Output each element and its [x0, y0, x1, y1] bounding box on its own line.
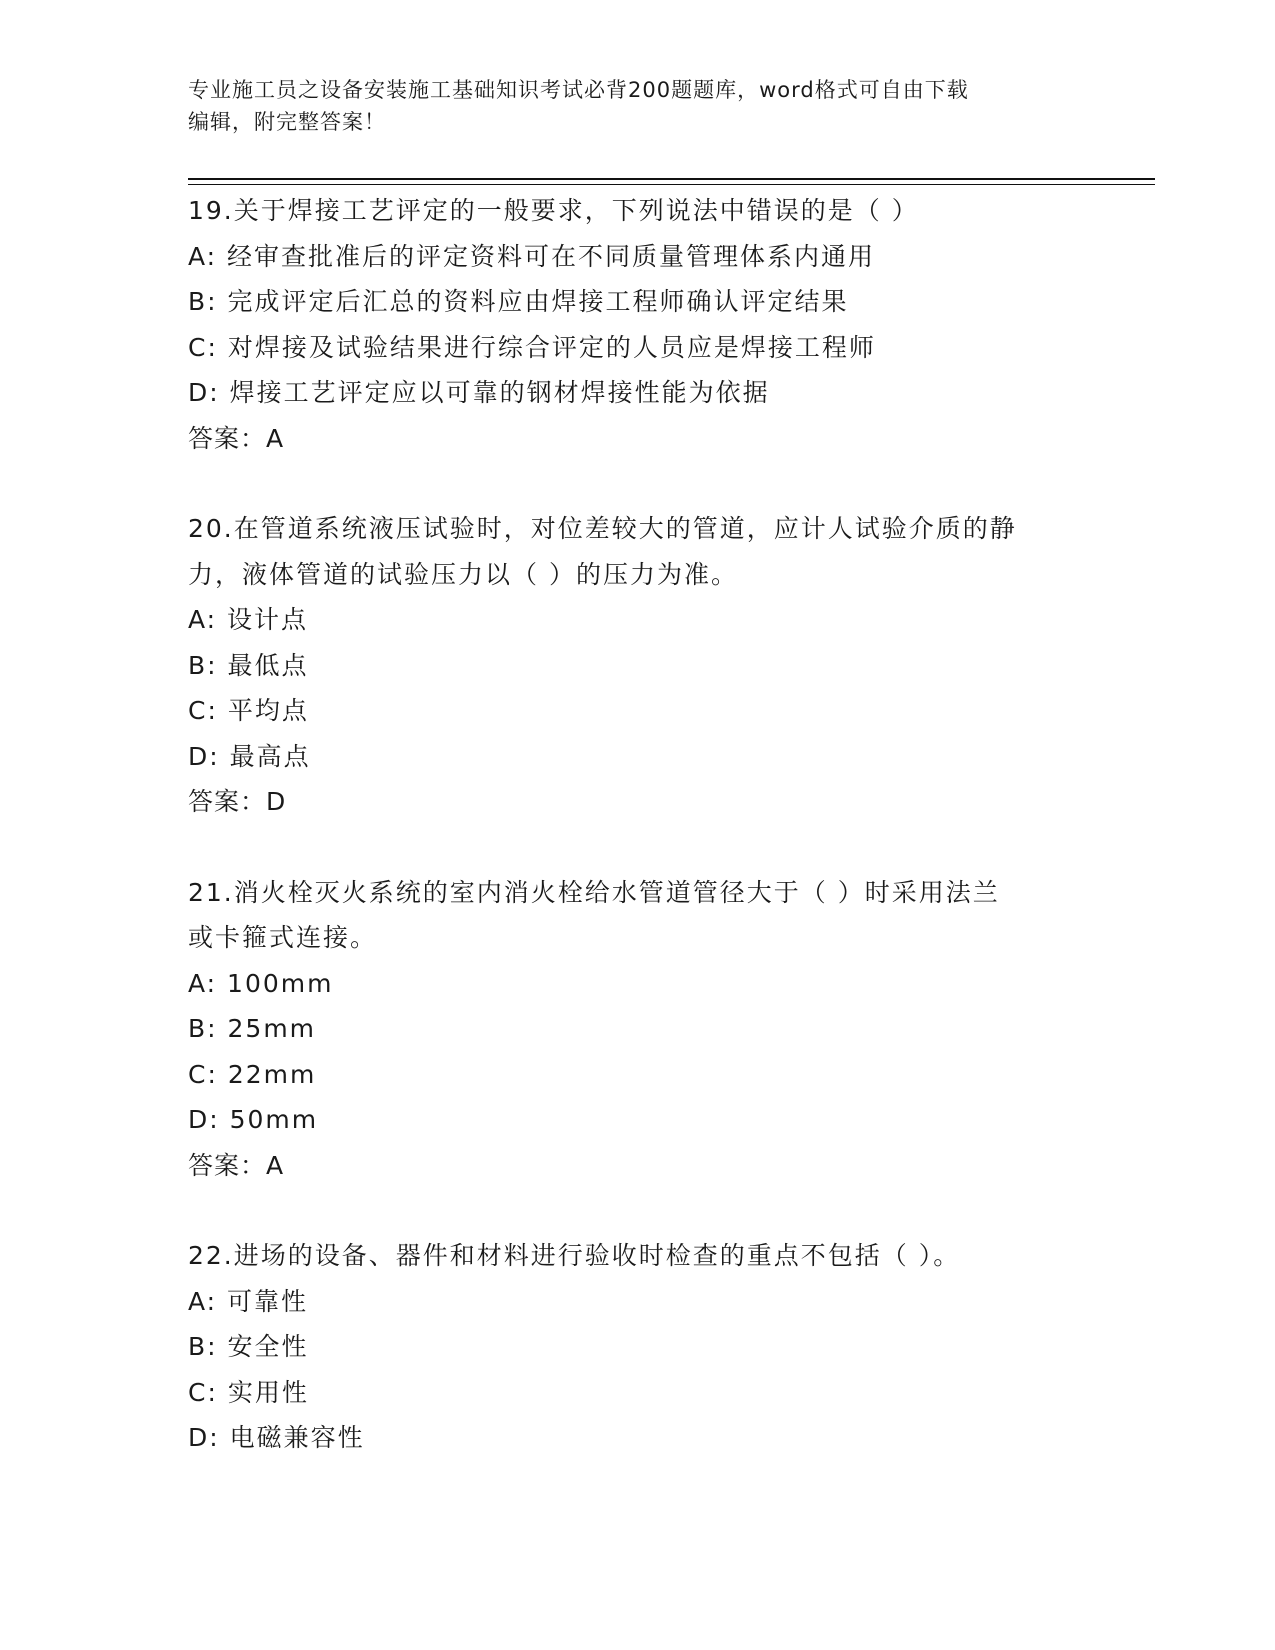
question-option: D: 50mm: [188, 1105, 319, 1134]
question-answer: 答案：A: [188, 423, 285, 453]
question-option: C: 22mm: [188, 1059, 317, 1089]
question-block: [188, 870, 1088, 1189]
question-option: A: 100mm: [188, 968, 334, 998]
question-option: A: 可靠性: [188, 1286, 309, 1316]
question-list: [188, 188, 1088, 1506]
question-stem: 20.在管道系统液压试验时，对位差较大的管道，应计人试验介质的静: [188, 514, 1017, 543]
document-header: [188, 74, 1068, 138]
question-option: A: 设计点: [188, 605, 309, 634]
question-stem: 22.进场的设备、器件和材料进行验收时检查的重点不包括（ ）。: [188, 1241, 961, 1270]
question-answer: 答案：A: [188, 1150, 285, 1180]
question-option: C: 平均点: [188, 696, 309, 725]
question-option: A: 经审查批准后的评定资料可在不同质量管理体系内通用: [188, 241, 876, 271]
header-divider-thin: [188, 184, 1155, 185]
question-stem: 21.消火栓灭火系统的室内消火栓给水管道管径大于（ ）时采用法兰: [188, 877, 1000, 907]
header-line-1: 专业施工员之设备安装施工基础知识考试必背200题题库，word格式可自由下载: [188, 78, 969, 102]
question-option: B: 安全性: [188, 1332, 309, 1361]
question-option: D: 焊接工艺评定应以可靠的钢材焊接性能为依据: [188, 378, 770, 407]
question-block: [188, 188, 1088, 461]
question-answer: 答案：D: [188, 787, 287, 816]
question-block: [188, 506, 1088, 825]
question-option: B: 最低点: [188, 650, 309, 680]
question-option: B: 完成评定后汇总的资料应由焊接工程师确认评定结果: [188, 287, 849, 316]
question-option: B: 25mm: [188, 1014, 317, 1043]
question-option: C: 对焊接及试验结果进行综合评定的人员应是焊接工程师: [188, 332, 876, 362]
question-option: C: 实用性: [188, 1377, 309, 1407]
question-block: [188, 1233, 1088, 1461]
question-stem: 力，液体管道的试验压力以（ ）的压力为准。: [188, 559, 738, 589]
question-option: D: 最高点: [188, 741, 311, 771]
header-divider-thick: [188, 178, 1155, 180]
question-stem: 或卡箍式连接。: [188, 923, 378, 952]
header-line-2: 编辑，附完整答案！: [188, 110, 386, 134]
question-stem: 19.关于焊接工艺评定的一般要求，下列说法中错误的是（ ）: [188, 196, 919, 225]
question-option: D: 电磁兼容性: [188, 1423, 365, 1452]
